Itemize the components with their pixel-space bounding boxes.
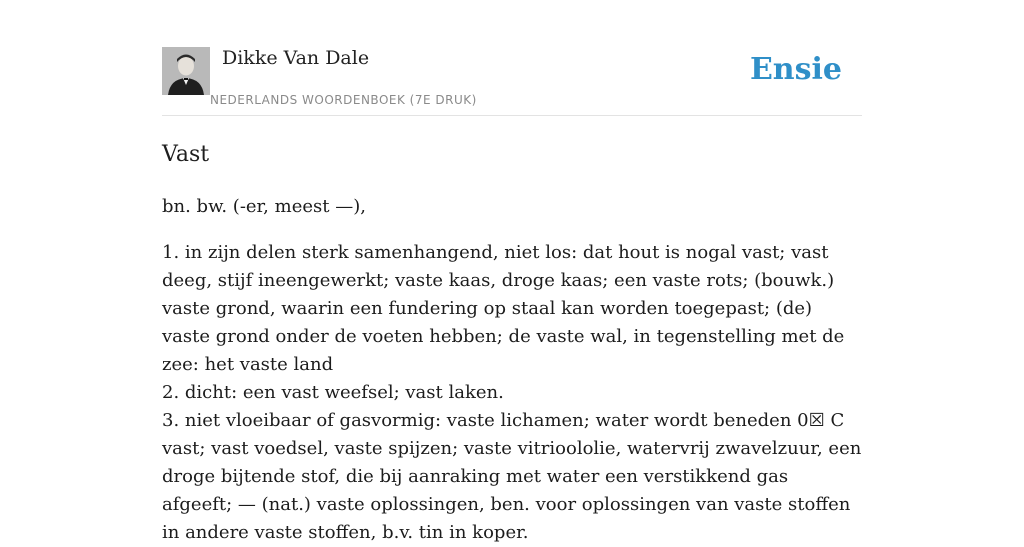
brand-logo[interactable]: Ensie (749, 52, 842, 87)
definition-item: 3. niet vloeibaar of gasvormig: vaste lichamen; water wordt beneden 0☒ C vast; vast voedsel, vaste spijzen; vaste vitrioololie, watervrij zwavelzuur, een droge bijtende stof, die bij aanraking met water een verstikkend gas afgeeft; — (nat.) vaste oplossingen, ben. voor oplossingen van vaste stoffen in andere vaste stoffen, b.v. tin in koper. (162, 410, 862, 543)
source-subtitle: NEDERLANDS WOORDENBOEK (7E DRUK) (210, 93, 477, 107)
definitions-list (162, 239, 862, 547)
source-title[interactable]: Dikke Van Dale (222, 47, 370, 69)
definition-item: 2. dicht: een vast weefsel; vast laken. (162, 382, 504, 403)
entry-title: Vast (162, 142, 210, 167)
part-of-speech: bn. bw. (-er, meest —), (162, 196, 366, 217)
definition-item: 1. in zijn delen sterk samenhangend, niet los: dat hout is nogal vast; vast deeg, stijf ineengewerkt; vaste kaas, droge kaas; een vaste rots; (bouwk.) vaste grond, waarin een fundering op staal kan worden toegepast; (de) vaste grond onder de voeten hebben; de vaste wal, in tegenstelling met de zee: het vaste land (162, 242, 845, 375)
page-container (162, 0, 862, 543)
source-header (162, 0, 862, 116)
portrait-icon (162, 47, 210, 95)
source-avatar[interactable] (162, 47, 210, 95)
